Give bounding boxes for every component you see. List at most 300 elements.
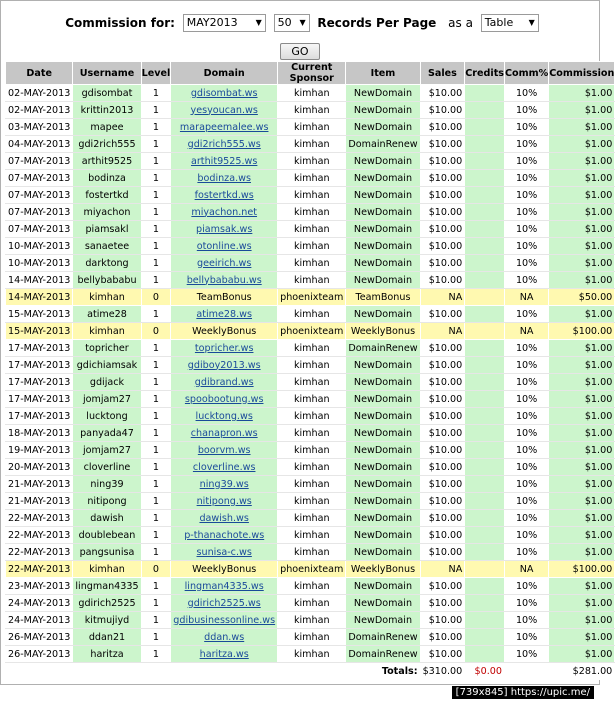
cell-domain[interactable]: haritza.ws bbox=[171, 646, 278, 663]
cell-commission: $1.00 bbox=[549, 119, 615, 136]
cell-comm-pct: 10% bbox=[505, 238, 549, 255]
header-commission: Commission bbox=[549, 62, 615, 85]
cell-credits bbox=[465, 306, 505, 323]
cell-sales: $10.00 bbox=[420, 357, 465, 374]
format-select[interactable] bbox=[481, 14, 539, 32]
cell-commission: $1.00 bbox=[549, 646, 615, 663]
cell-date: 17-MAY-2013 bbox=[6, 340, 73, 357]
cell-item: NewDomain bbox=[346, 221, 420, 238]
cell-sponsor: kimhan bbox=[278, 442, 346, 459]
table-row bbox=[6, 493, 615, 510]
cell-sales: $10.00 bbox=[420, 476, 465, 493]
cell-level: 1 bbox=[141, 102, 171, 119]
cell-date: 17-MAY-2013 bbox=[6, 374, 73, 391]
cell-level: 1 bbox=[141, 306, 171, 323]
cell-username: cloverline bbox=[73, 459, 141, 476]
cell-date: 15-MAY-2013 bbox=[6, 323, 73, 340]
cell-domain[interactable]: otonline.ws bbox=[171, 238, 278, 255]
cell-domain[interactable]: ning39.ws bbox=[171, 476, 278, 493]
cell-item: DomainRenew bbox=[346, 629, 420, 646]
totals-label: Totals: bbox=[6, 663, 421, 680]
cell-domain[interactable]: lingman4335.ws bbox=[171, 578, 278, 595]
cell-username: nitipong bbox=[73, 493, 141, 510]
header-credits: Credits bbox=[465, 62, 505, 85]
cell-sales: $10.00 bbox=[420, 136, 465, 153]
cell-item: NewDomain bbox=[346, 119, 420, 136]
cell-comm-pct: 10% bbox=[505, 510, 549, 527]
cell-item: NewDomain bbox=[346, 442, 420, 459]
table-row bbox=[6, 646, 615, 663]
cell-level: 1 bbox=[141, 459, 171, 476]
cell-domain[interactable]: atime28.ws bbox=[171, 306, 278, 323]
table-row bbox=[6, 170, 615, 187]
cell-username: doublebean bbox=[73, 527, 141, 544]
cell-sponsor: kimhan bbox=[278, 425, 346, 442]
cell-commission: $1.00 bbox=[549, 476, 615, 493]
table-row bbox=[6, 595, 615, 612]
cell-item: NewDomain bbox=[346, 102, 420, 119]
header-date: Date bbox=[6, 62, 73, 85]
table-row bbox=[6, 425, 615, 442]
cell-comm-pct: 10% bbox=[505, 204, 549, 221]
cell-sponsor: kimhan bbox=[278, 391, 346, 408]
cell-commission: $1.00 bbox=[549, 102, 615, 119]
cell-domain: WeeklyBonus bbox=[171, 323, 278, 340]
cell-username: gdijack bbox=[73, 374, 141, 391]
cell-sales: $10.00 bbox=[420, 204, 465, 221]
header-sponsor: Current Sponsor bbox=[278, 62, 346, 85]
cell-item: NewDomain bbox=[346, 408, 420, 425]
cell-domain[interactable]: nitipong.ws bbox=[171, 493, 278, 510]
cell-username: ddan21 bbox=[73, 629, 141, 646]
cell-comm-pct: 10% bbox=[505, 578, 549, 595]
totals-spacer bbox=[505, 663, 549, 680]
cell-level: 1 bbox=[141, 340, 171, 357]
cell-domain[interactable]: gdibrand.ws bbox=[171, 374, 278, 391]
cell-commission: $1.00 bbox=[549, 459, 615, 476]
totals-sales: $310.00 bbox=[420, 663, 465, 680]
cell-sales: $10.00 bbox=[420, 578, 465, 595]
cell-date: 10-MAY-2013 bbox=[6, 238, 73, 255]
cell-comm-pct: 10% bbox=[505, 187, 549, 204]
cell-date: 19-MAY-2013 bbox=[6, 442, 73, 459]
cell-comm-pct: 10% bbox=[505, 595, 549, 612]
cell-domain[interactable]: miyachon.net bbox=[171, 204, 278, 221]
cell-credits bbox=[465, 323, 505, 340]
cell-sponsor: kimhan bbox=[278, 578, 346, 595]
cell-sales: $10.00 bbox=[420, 119, 465, 136]
cell-credits bbox=[465, 153, 505, 170]
commission-for-label: Commission for: bbox=[65, 15, 175, 30]
cell-item: NewDomain bbox=[346, 255, 420, 272]
cell-sponsor: kimhan bbox=[278, 357, 346, 374]
cell-credits bbox=[465, 136, 505, 153]
cell-level: 1 bbox=[141, 255, 171, 272]
cell-date: 07-MAY-2013 bbox=[6, 204, 73, 221]
cell-item: NewDomain bbox=[346, 578, 420, 595]
cell-credits bbox=[465, 629, 505, 646]
cell-commission: $1.00 bbox=[549, 357, 615, 374]
cell-level: 1 bbox=[141, 238, 171, 255]
cell-item: NewDomain bbox=[346, 238, 420, 255]
cell-comm-pct: 10% bbox=[505, 425, 549, 442]
cell-domain[interactable]: gdi2rich555.ws bbox=[171, 136, 278, 153]
cell-username: topricher bbox=[73, 340, 141, 357]
cell-comm-pct: 10% bbox=[505, 221, 549, 238]
cell-level: 1 bbox=[141, 493, 171, 510]
cell-sales: $10.00 bbox=[420, 153, 465, 170]
cell-domain[interactable]: chanapron.ws bbox=[171, 425, 278, 442]
cell-sales: $10.00 bbox=[420, 221, 465, 238]
cell-item: NewDomain bbox=[346, 306, 420, 323]
cell-username: gdi2rich555 bbox=[73, 136, 141, 153]
cell-item: WeeklyBonus bbox=[346, 323, 420, 340]
cell-domain: WeeklyBonus bbox=[171, 561, 278, 578]
cell-level: 1 bbox=[141, 442, 171, 459]
cell-sales: $10.00 bbox=[420, 391, 465, 408]
cell-item: NewDomain bbox=[346, 391, 420, 408]
cell-comm-pct: 10% bbox=[505, 170, 549, 187]
cell-comm-pct: 10% bbox=[505, 136, 549, 153]
bonus-row bbox=[6, 561, 615, 578]
cell-sales: $10.00 bbox=[420, 510, 465, 527]
cell-level: 1 bbox=[141, 578, 171, 595]
cell-sales: $10.00 bbox=[420, 442, 465, 459]
cell-item: NewDomain bbox=[346, 187, 420, 204]
cell-level: 1 bbox=[141, 527, 171, 544]
table-row bbox=[6, 153, 615, 170]
cell-username: arthit9525 bbox=[73, 153, 141, 170]
cell-domain: TeamBonus bbox=[171, 289, 278, 306]
per-page-select[interactable] bbox=[274, 14, 310, 32]
cell-date: 26-MAY-2013 bbox=[6, 646, 73, 663]
cell-level: 1 bbox=[141, 119, 171, 136]
cell-domain[interactable]: yesyoucan.ws bbox=[171, 102, 278, 119]
table-row bbox=[6, 306, 615, 323]
records-per-page-label: Records Per Page bbox=[317, 15, 437, 30]
cell-sales: $10.00 bbox=[420, 102, 465, 119]
cell-level: 1 bbox=[141, 595, 171, 612]
as-a-label: as a bbox=[448, 15, 473, 30]
cell-commission: $1.00 bbox=[549, 170, 615, 187]
table-row bbox=[6, 357, 615, 374]
cell-level: 1 bbox=[141, 629, 171, 646]
cell-sponsor: kimhan bbox=[278, 221, 346, 238]
cell-sponsor: kimhan bbox=[278, 612, 346, 629]
table-row bbox=[6, 119, 615, 136]
cell-credits bbox=[465, 459, 505, 476]
cell-sales: $10.00 bbox=[420, 425, 465, 442]
cell-date: 04-MAY-2013 bbox=[6, 136, 73, 153]
cell-commission: $100.00 bbox=[549, 561, 615, 578]
cell-commission: $100.00 bbox=[549, 323, 615, 340]
cell-username: jomjam27 bbox=[73, 442, 141, 459]
header-domain: Domain bbox=[171, 62, 278, 85]
cell-level: 1 bbox=[141, 204, 171, 221]
cell-domain[interactable]: sunisa-c.ws bbox=[171, 544, 278, 561]
cell-sponsor: kimhan bbox=[278, 544, 346, 561]
cell-sponsor: kimhan bbox=[278, 102, 346, 119]
cell-domain[interactable]: gdiboy2013.ws bbox=[171, 357, 278, 374]
header-comm-pct: Comm% bbox=[505, 62, 549, 85]
cell-level: 0 bbox=[141, 289, 171, 306]
cell-domain[interactable]: ddan.ws bbox=[171, 629, 278, 646]
cell-level: 1 bbox=[141, 272, 171, 289]
table-row bbox=[6, 85, 615, 102]
cell-item: DomainRenew bbox=[346, 646, 420, 663]
cell-sales: NA bbox=[420, 561, 465, 578]
cell-sales: $10.00 bbox=[420, 374, 465, 391]
cell-comm-pct: 10% bbox=[505, 374, 549, 391]
cell-domain[interactable]: gdisombat.ws bbox=[171, 85, 278, 102]
cell-domain[interactable]: marapeemalee.ws bbox=[171, 119, 278, 136]
cell-sales: $10.00 bbox=[420, 595, 465, 612]
cell-date: 03-MAY-2013 bbox=[6, 119, 73, 136]
cell-date: 07-MAY-2013 bbox=[6, 221, 73, 238]
cell-domain[interactable]: gdibusinessonline.ws bbox=[171, 612, 278, 629]
cell-credits bbox=[465, 442, 505, 459]
filter-controls bbox=[0, 14, 600, 32]
cell-credits bbox=[465, 187, 505, 204]
cell-credits bbox=[465, 374, 505, 391]
header-sales: Sales bbox=[420, 62, 465, 85]
watermark-badge: [739x845] https://upic.me/ bbox=[452, 686, 594, 699]
cell-credits bbox=[465, 561, 505, 578]
cell-comm-pct: 10% bbox=[505, 340, 549, 357]
cell-item: NewDomain bbox=[346, 374, 420, 391]
cell-comm-pct: 10% bbox=[505, 119, 549, 136]
cell-sponsor: kimhan bbox=[278, 408, 346, 425]
cell-domain[interactable]: p-thanachote.ws bbox=[171, 527, 278, 544]
table-row bbox=[6, 510, 615, 527]
cell-username: lucktong bbox=[73, 408, 141, 425]
cell-comm-pct: NA bbox=[505, 323, 549, 340]
cell-commission: $1.00 bbox=[549, 595, 615, 612]
cell-date: 23-MAY-2013 bbox=[6, 578, 73, 595]
cell-sponsor: kimhan bbox=[278, 527, 346, 544]
cell-credits bbox=[465, 119, 505, 136]
table-row bbox=[6, 476, 615, 493]
commission-table bbox=[5, 61, 615, 680]
cell-comm-pct: 10% bbox=[505, 306, 549, 323]
cell-domain[interactable]: piamsak.ws bbox=[171, 221, 278, 238]
table-row bbox=[6, 255, 615, 272]
cell-item: NewDomain bbox=[346, 493, 420, 510]
cell-commission: $1.00 bbox=[549, 153, 615, 170]
cell-sponsor: kimhan bbox=[278, 170, 346, 187]
cell-level: 1 bbox=[141, 408, 171, 425]
cell-credits bbox=[465, 408, 505, 425]
cell-sales: $10.00 bbox=[420, 170, 465, 187]
cell-item: NewDomain bbox=[346, 476, 420, 493]
cell-credits bbox=[465, 510, 505, 527]
cell-comm-pct: 10% bbox=[505, 493, 549, 510]
cell-domain[interactable]: geeirich.ws bbox=[171, 255, 278, 272]
cell-sponsor: kimhan bbox=[278, 136, 346, 153]
cell-item: TeamBonus bbox=[346, 289, 420, 306]
cell-username: krittin2013 bbox=[73, 102, 141, 119]
cell-item: NewDomain bbox=[346, 595, 420, 612]
cell-domain[interactable]: cloverline.ws bbox=[171, 459, 278, 476]
cell-date: 17-MAY-2013 bbox=[6, 408, 73, 425]
cell-sales: NA bbox=[420, 289, 465, 306]
table-row bbox=[6, 442, 615, 459]
cell-username: lingman4335 bbox=[73, 578, 141, 595]
cell-sales: $10.00 bbox=[420, 459, 465, 476]
cell-username: fostertkd bbox=[73, 187, 141, 204]
cell-username: kimhan bbox=[73, 289, 141, 306]
cell-commission: $1.00 bbox=[549, 408, 615, 425]
cell-username: kimhan bbox=[73, 561, 141, 578]
cell-item: NewDomain bbox=[346, 612, 420, 629]
cell-commission: $1.00 bbox=[549, 612, 615, 629]
chevron-down-icon: ▼ bbox=[528, 18, 535, 27]
cell-item: DomainRenew bbox=[346, 136, 420, 153]
cell-domain[interactable]: arthit9525.ws bbox=[171, 153, 278, 170]
cell-sponsor: kimhan bbox=[278, 476, 346, 493]
cell-date: 10-MAY-2013 bbox=[6, 255, 73, 272]
cell-date: 20-MAY-2013 bbox=[6, 459, 73, 476]
chevron-down-icon: ▼ bbox=[299, 18, 306, 27]
totals-commission: $281.00 bbox=[549, 663, 615, 680]
cell-commission: $1.00 bbox=[549, 204, 615, 221]
table-row bbox=[6, 204, 615, 221]
table-row bbox=[6, 459, 615, 476]
cell-sales: $10.00 bbox=[420, 493, 465, 510]
cell-comm-pct: NA bbox=[505, 289, 549, 306]
cell-credits bbox=[465, 102, 505, 119]
cell-credits bbox=[465, 391, 505, 408]
cell-username: bellybababu bbox=[73, 272, 141, 289]
cell-sales: $10.00 bbox=[420, 238, 465, 255]
cell-sales: NA bbox=[420, 323, 465, 340]
header-level: Level bbox=[141, 62, 171, 85]
go-button[interactable]: GO bbox=[280, 43, 319, 60]
cell-sponsor: phoenixteam bbox=[278, 289, 346, 306]
cell-commission: $1.00 bbox=[549, 255, 615, 272]
cell-sales: $10.00 bbox=[420, 272, 465, 289]
cell-date: 21-MAY-2013 bbox=[6, 476, 73, 493]
cell-username: miyachon bbox=[73, 204, 141, 221]
table-row bbox=[6, 272, 615, 289]
cell-domain[interactable]: fostertkd.ws bbox=[171, 187, 278, 204]
cell-username: haritza bbox=[73, 646, 141, 663]
cell-comm-pct: 10% bbox=[505, 255, 549, 272]
cell-domain[interactable]: boorvm.ws bbox=[171, 442, 278, 459]
cell-domain[interactable]: lucktong.ws bbox=[171, 408, 278, 425]
cell-comm-pct: 10% bbox=[505, 102, 549, 119]
header-username: Username bbox=[73, 62, 141, 85]
table-row bbox=[6, 629, 615, 646]
cell-comm-pct: 10% bbox=[505, 391, 549, 408]
cell-credits bbox=[465, 340, 505, 357]
cell-sales: $10.00 bbox=[420, 629, 465, 646]
table-row bbox=[6, 187, 615, 204]
cell-date: 22-MAY-2013 bbox=[6, 510, 73, 527]
cell-credits bbox=[465, 527, 505, 544]
cell-level: 0 bbox=[141, 561, 171, 578]
cell-credits bbox=[465, 85, 505, 102]
cell-comm-pct: 10% bbox=[505, 153, 549, 170]
cell-sponsor: kimhan bbox=[278, 153, 346, 170]
cell-domain[interactable]: bodinza.ws bbox=[171, 170, 278, 187]
cell-sponsor: kimhan bbox=[278, 510, 346, 527]
cell-domain[interactable]: bellybababu.ws bbox=[171, 272, 278, 289]
cell-commission: $1.00 bbox=[549, 527, 615, 544]
table-header-row bbox=[6, 62, 615, 85]
cell-credits bbox=[465, 595, 505, 612]
cell-sponsor: kimhan bbox=[278, 119, 346, 136]
bonus-row bbox=[6, 289, 615, 306]
cell-domain[interactable]: topricher.ws bbox=[171, 340, 278, 357]
cell-comm-pct: NA bbox=[505, 561, 549, 578]
cell-comm-pct: 10% bbox=[505, 646, 549, 663]
cell-credits bbox=[465, 238, 505, 255]
cell-username: gdisombat bbox=[73, 85, 141, 102]
totals-credits: $0.00 bbox=[465, 663, 505, 680]
cell-username: kimhan bbox=[73, 323, 141, 340]
cell-sponsor: phoenixteam bbox=[278, 561, 346, 578]
cell-date: 17-MAY-2013 bbox=[6, 357, 73, 374]
cell-comm-pct: 10% bbox=[505, 357, 549, 374]
cell-commission: $1.00 bbox=[549, 221, 615, 238]
cell-username: bodinza bbox=[73, 170, 141, 187]
cell-date: 07-MAY-2013 bbox=[6, 187, 73, 204]
cell-sponsor: kimhan bbox=[278, 595, 346, 612]
cell-sales: $10.00 bbox=[420, 408, 465, 425]
cell-date: 22-MAY-2013 bbox=[6, 527, 73, 544]
cell-comm-pct: 10% bbox=[505, 476, 549, 493]
cell-credits bbox=[465, 425, 505, 442]
cell-item: NewDomain bbox=[346, 170, 420, 187]
cell-item: WeeklyBonus bbox=[346, 561, 420, 578]
cell-domain[interactable]: dawish.ws bbox=[171, 510, 278, 527]
cell-level: 1 bbox=[141, 170, 171, 187]
cell-sponsor: kimhan bbox=[278, 85, 346, 102]
cell-level: 1 bbox=[141, 153, 171, 170]
cell-sales: $10.00 bbox=[420, 527, 465, 544]
totals-row bbox=[6, 663, 615, 680]
cell-sponsor: kimhan bbox=[278, 493, 346, 510]
month-select[interactable] bbox=[183, 14, 266, 32]
cell-commission: $1.00 bbox=[549, 238, 615, 255]
cell-credits bbox=[465, 289, 505, 306]
cell-credits bbox=[465, 357, 505, 374]
cell-sponsor: kimhan bbox=[278, 272, 346, 289]
bonus-row bbox=[6, 323, 615, 340]
table-row bbox=[6, 391, 615, 408]
table-row bbox=[6, 221, 615, 238]
cell-level: 0 bbox=[141, 323, 171, 340]
cell-level: 1 bbox=[141, 357, 171, 374]
cell-commission: $1.00 bbox=[549, 340, 615, 357]
cell-domain[interactable]: spoobootung.ws bbox=[171, 391, 278, 408]
cell-domain[interactable]: gdirich2525.ws bbox=[171, 595, 278, 612]
cell-item: NewDomain bbox=[346, 153, 420, 170]
cell-item: NewDomain bbox=[346, 85, 420, 102]
cell-sponsor: phoenixteam bbox=[278, 323, 346, 340]
cell-item: NewDomain bbox=[346, 544, 420, 561]
cell-username: darktong bbox=[73, 255, 141, 272]
cell-comm-pct: 10% bbox=[505, 527, 549, 544]
cell-sponsor: kimhan bbox=[278, 204, 346, 221]
cell-sponsor: kimhan bbox=[278, 187, 346, 204]
cell-comm-pct: 10% bbox=[505, 272, 549, 289]
cell-credits bbox=[465, 646, 505, 663]
cell-username: atime28 bbox=[73, 306, 141, 323]
table-row bbox=[6, 408, 615, 425]
cell-credits bbox=[465, 204, 505, 221]
